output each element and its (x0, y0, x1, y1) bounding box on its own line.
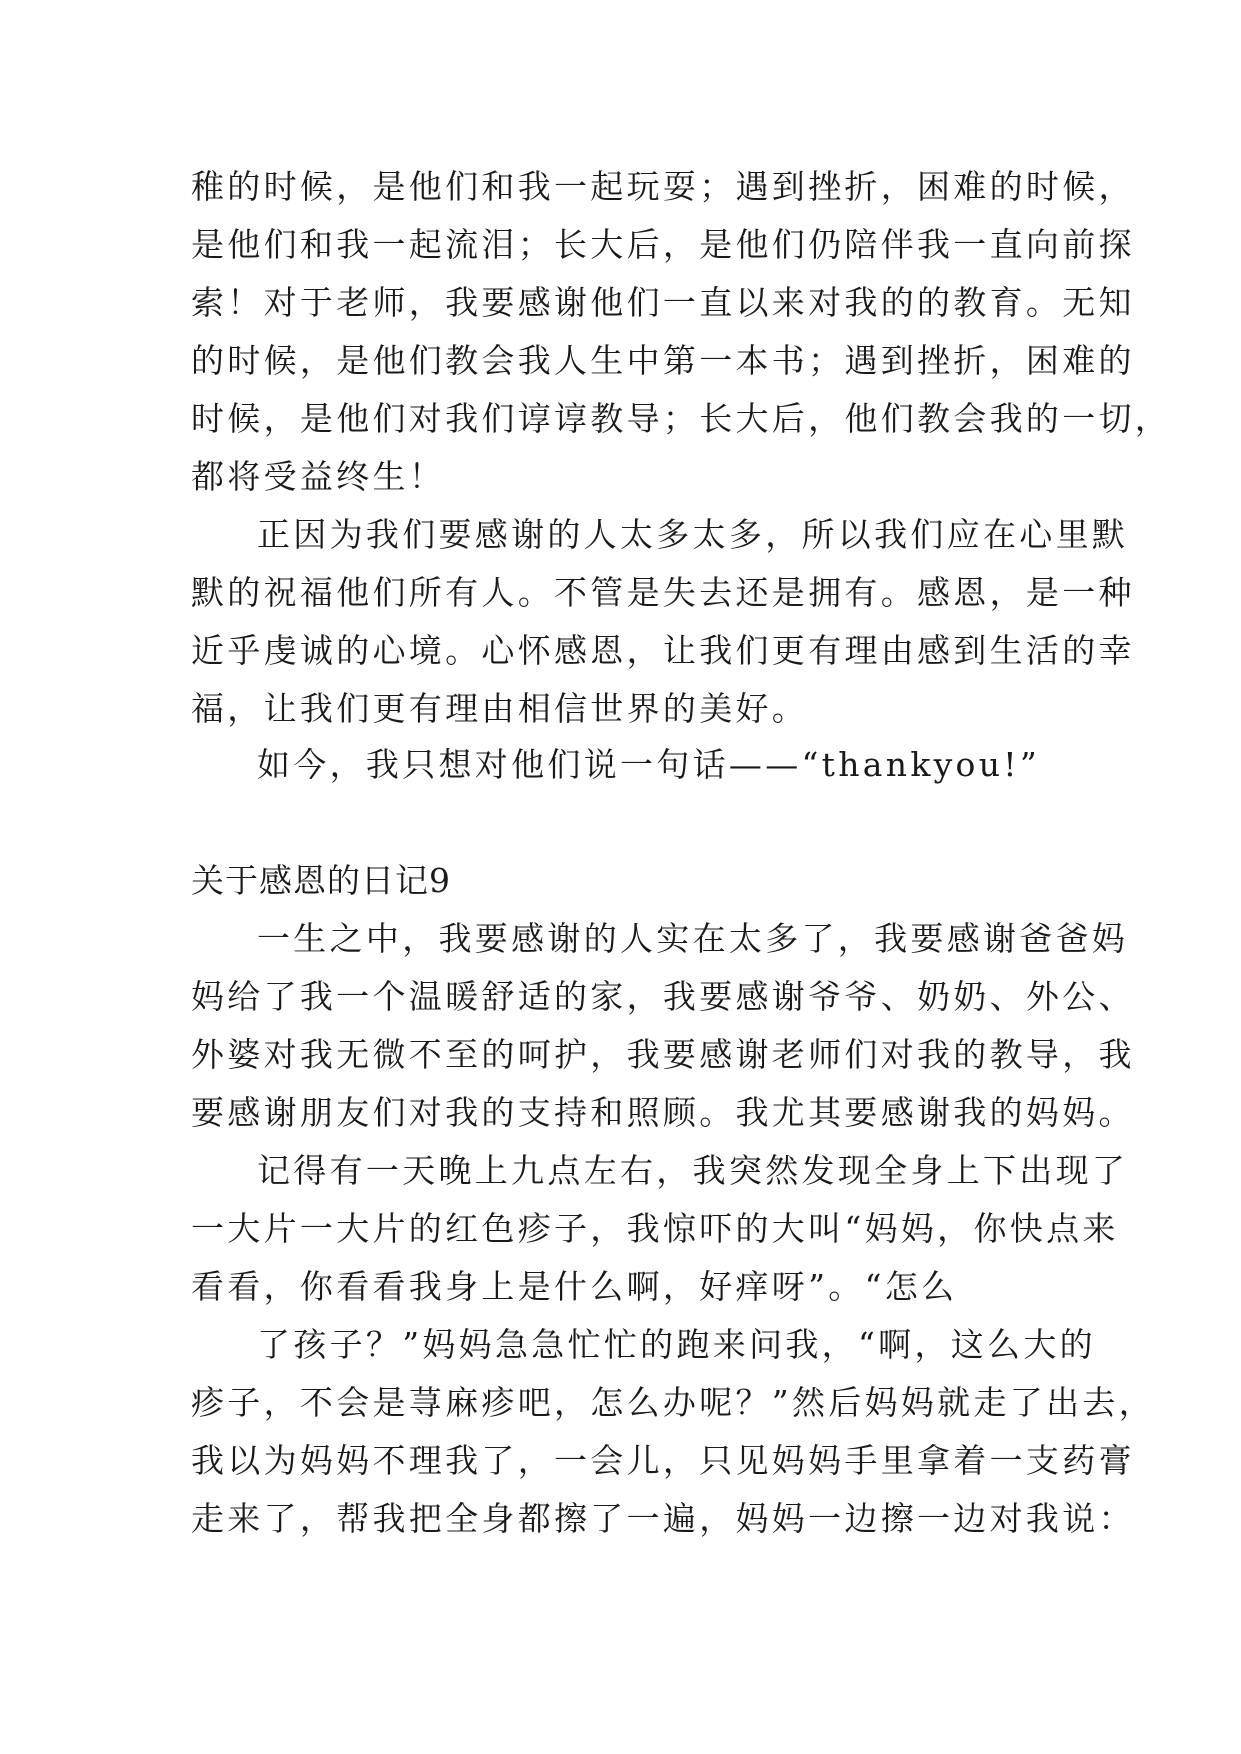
paragraph-closing (191, 736, 1071, 794)
text-line: 外婆对我无微不至的呵护，我要感谢老师们对我的教导，我 (191, 1035, 1135, 1074)
text-line: 要感谢朋友们对我的支持和照顾。我尤其要感谢我的妈妈。 (191, 1093, 1135, 1132)
text-line: 一大片一大片的红色疹子，我惊吓的大叫“妈妈，你快点来 (191, 1209, 1119, 1248)
text-line: 记得有一天晚上九点左右，我突然发现全身上下出现了 (257, 1151, 1129, 1190)
text-line: 都将受益终生！ (191, 457, 446, 496)
text-line: 走来了，帮我把全身都擦了一遍，妈妈一边擦一边对我说： (191, 1499, 1135, 1538)
paragraph-thanks (191, 506, 1135, 738)
text-line: 疹子，不会是荨麻疹吧，怎么办呢？”然后妈妈就走了出去， (191, 1383, 1155, 1422)
diary-paragraph-2 (191, 1142, 1129, 1316)
text-line: 我以为妈妈不理我了，一会儿，只见妈妈手里拿着一支药膏 (191, 1441, 1135, 1480)
diary-paragraph-1 (191, 910, 1135, 1142)
text-line: 近乎虔诚的心境。心怀感恩，让我们更有理由感到生活的幸 (191, 631, 1135, 670)
text-line: 福，让我们更有理由相信世界的美好。 (191, 689, 809, 728)
text-line: 看看，你看看我身上是什么啊，好痒呀”。“怎么 (191, 1267, 958, 1306)
text-line: 一生之中，我要感谢的人实在太多了，我要感谢爸爸妈 (257, 919, 1129, 958)
text-line: 了孩子？”妈妈急急忙忙的跑来问我，“啊，这么大的 (257, 1325, 1096, 1364)
text-line: 时候，是他们对我们谆谆教导；长大后，他们教会我的一切， (191, 399, 1172, 438)
text-line: 是他们和我一起流泪；长大后，是他们仍陪伴我一直向前探 (191, 225, 1135, 264)
text-line: 稚的时候，是他们和我一起玩耍；遇到挫折，困难的时候， (191, 167, 1135, 206)
diary-paragraph-3 (191, 1316, 1155, 1548)
text-line: 默的祝福他们所有人。不管是失去还是拥有。感恩，是一种 (191, 573, 1135, 612)
text-line: 索！对于老师，我要感谢他们一直以来对我的的教育。无知 (191, 283, 1135, 322)
text-line: 如今，我只想对他们说一句话——“thankyou!” (257, 745, 1041, 784)
text-line: 妈给了我一个温暖舒适的家，我要感谢爷爷、奶奶、外公、 (191, 977, 1135, 1016)
paragraph-continued (191, 158, 1172, 506)
text-line: 正因为我们要感谢的人太多太多，所以我们应在心里默 (257, 515, 1129, 554)
text-line: 的时候，是他们教会我人生中第一本书；遇到挫折，困难的 (191, 341, 1135, 380)
section-title: 关于感恩的日记9 (191, 861, 451, 900)
